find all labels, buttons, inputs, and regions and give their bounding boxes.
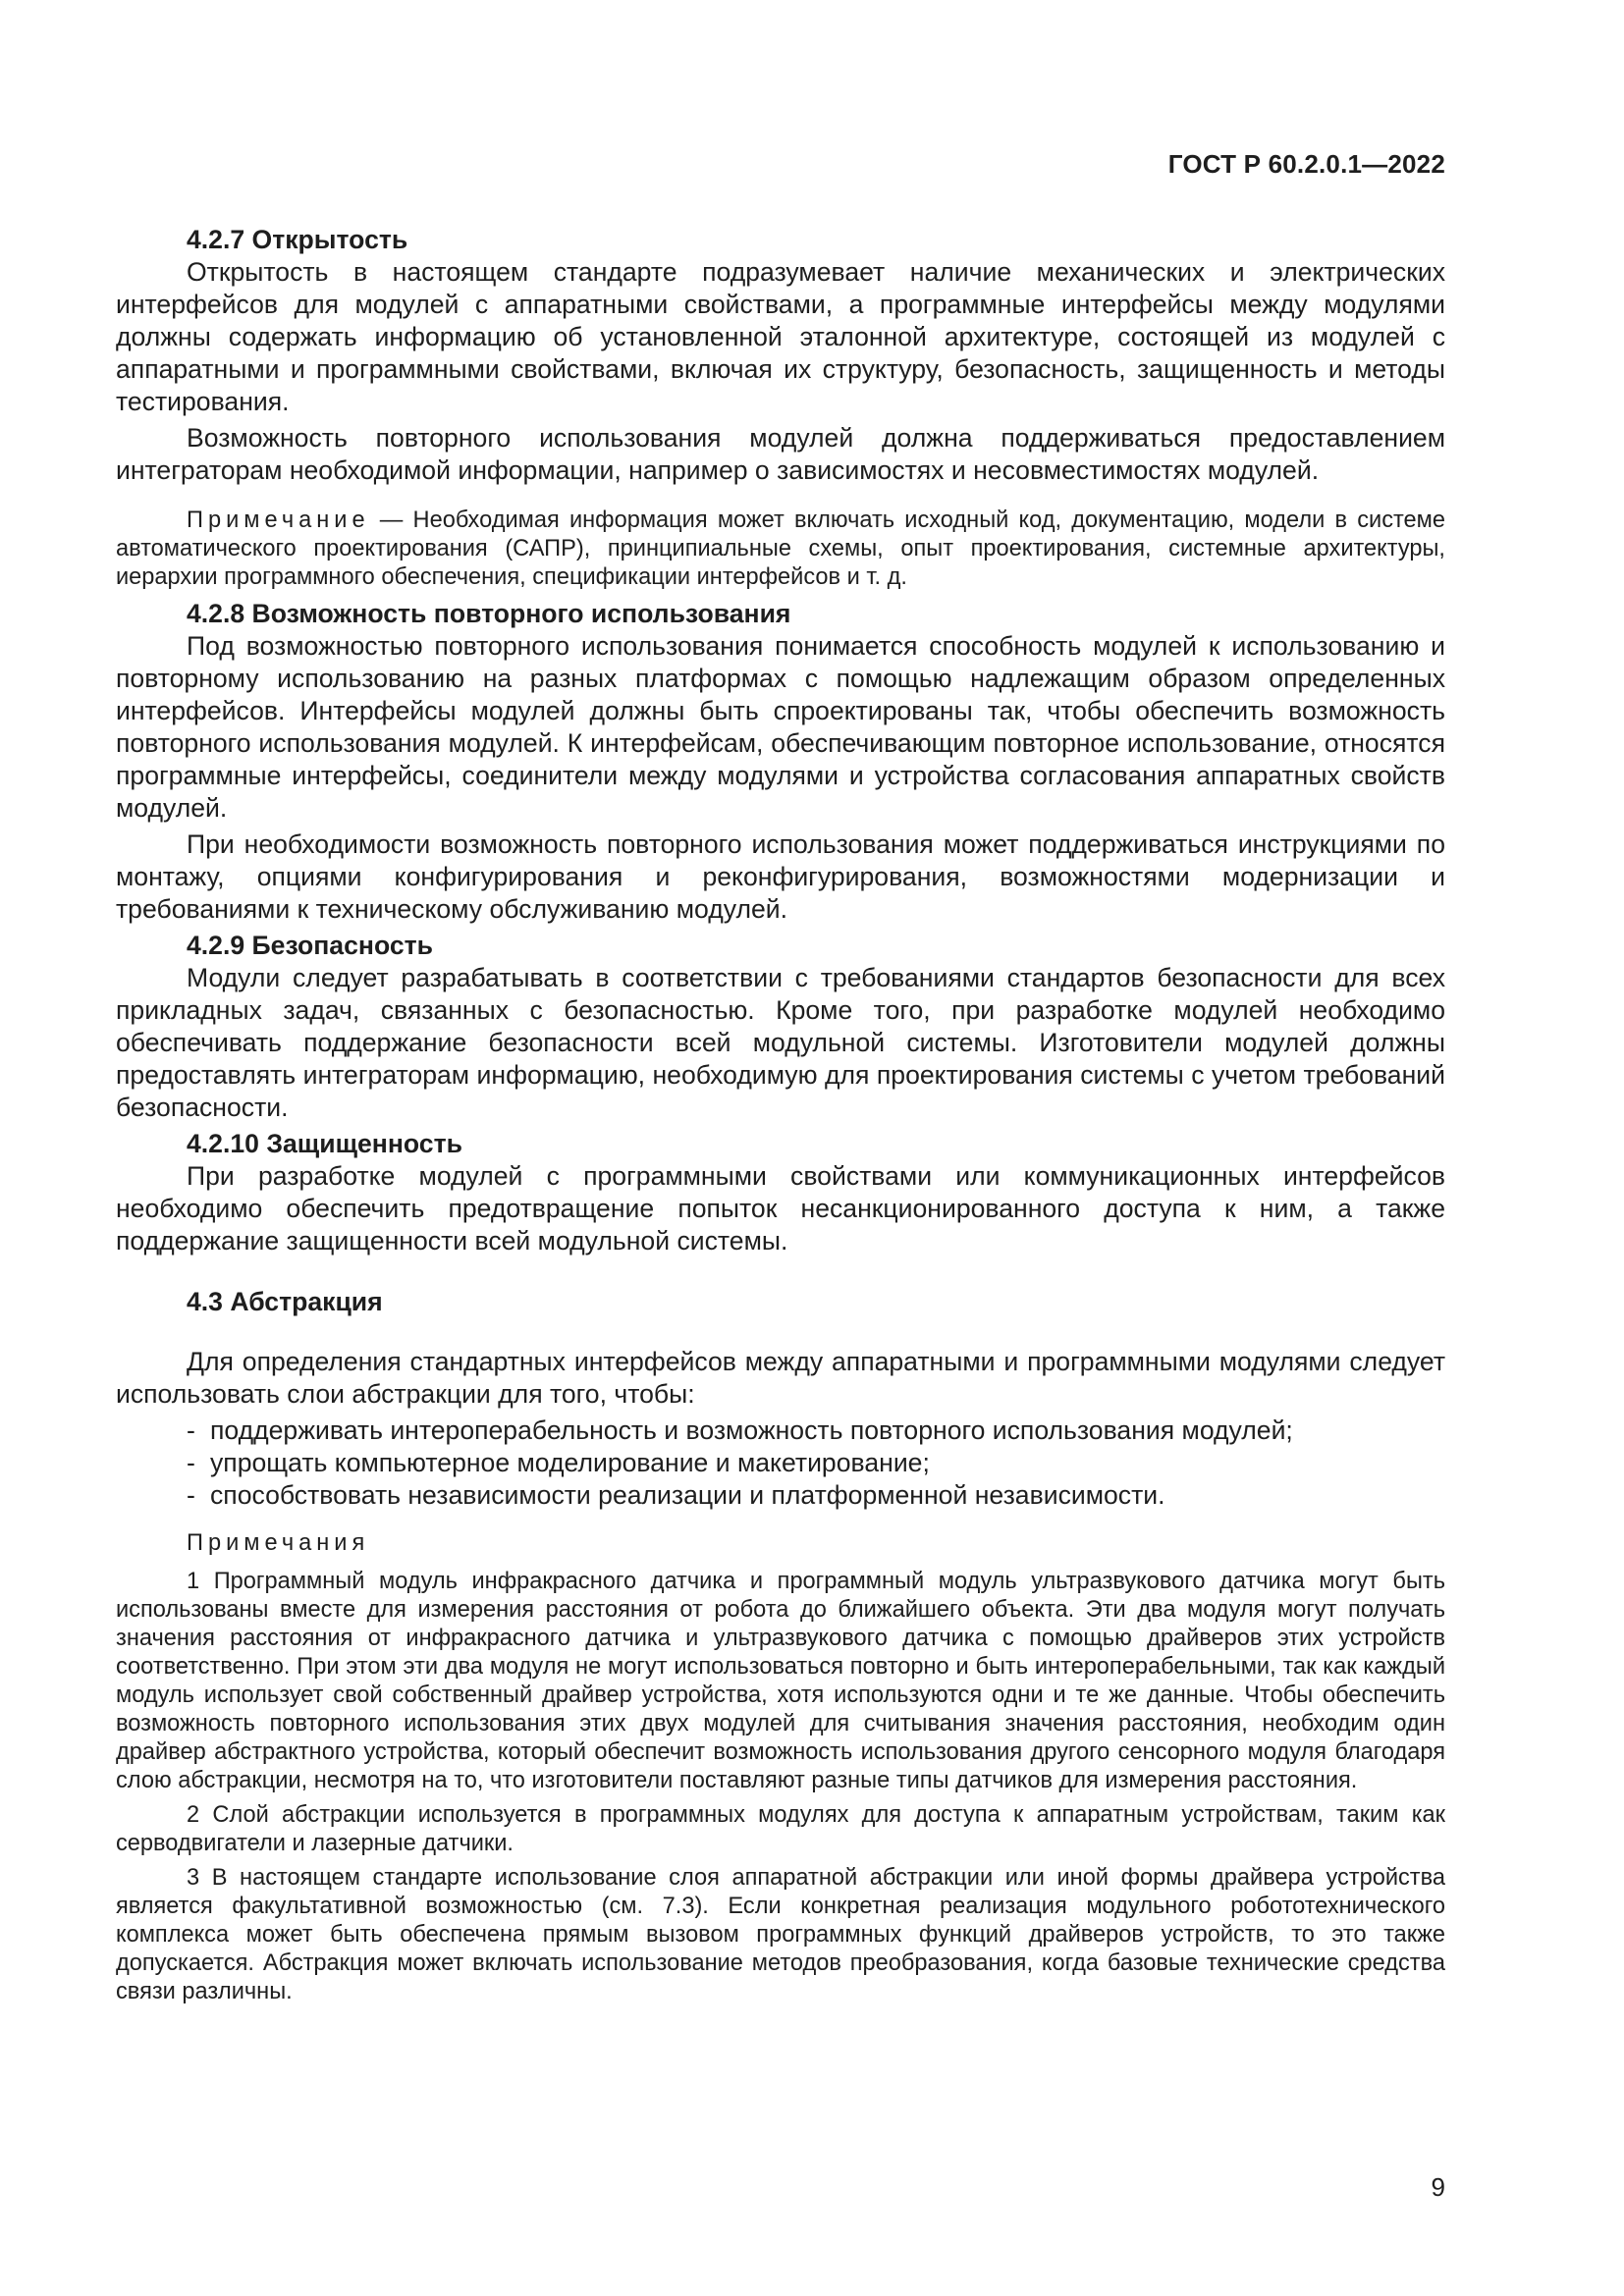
section-4-2-7 <box>116 224 1445 592</box>
section-4-3 <box>116 1286 1445 2006</box>
page-number: 9 <box>1431 2172 1445 2202</box>
section-4-2-9 <box>116 930 1445 1124</box>
section-heading: 4.2.7 Открытость <box>187 225 408 254</box>
paragraph: Возможность повторного использования модулей должна поддерживаться предоставлением интеграторам необходимой информации, например о зависимостях и несовместимостях модулей. <box>116 423 1445 485</box>
document-body <box>116 224 1445 2012</box>
notes-list <box>116 1568 1445 2006</box>
note-text: — Необходимая информация может включать исходный код, документацию, модели в системе автоматического проектирования (САПР), принципиальные схемы, опыт проектирования, системные архитектуры, иерархии программного обеспечения, спецификации интерфейсов и т. д. <box>116 507 1445 590</box>
bullet-marker: - <box>187 1415 195 1445</box>
paragraph: Модули следует разрабатывать в соответствии с требованиями стандартов безопасности для всех прикладных задач, связанных с безопасностью. Кроме того, при разработке модулей необходимо обеспечивать поддержание безопасности всей модульной системы. Изготовители модулей должны предоставлять интеграторам информацию, необходимую для проектирования системы с учетом требований безопасности. <box>116 963 1445 1122</box>
bullet-marker: - <box>187 1448 195 1477</box>
paragraph: Открытость в настоящем стандарте подразумевает наличие механических и электрических интерфейсов для модулей с аппаратными свойствами, а программные интерфейсы между модулями должны содержать информацию об установленной эталонной архитектуре, состоящей из модулей с аппаратными и программными свойствами, включая их структуру, безопасность, защищенность и методы тестирования. <box>116 257 1445 416</box>
section-4-2-10 <box>116 1128 1445 1257</box>
note-item: 1 Программный модуль инфракрасного датчика и программный модуль ультразвукового датчика могут быть использованы вместе для измерения расстояния от робота до ближайшего объекта. Эти два модуля могут получать значения расстояния от инфракрасного датчика и ультразвукового датчика с помощью драйверов этих устройств соответственно. При этом эти два модуля не могут использоваться повторно и быть интероперабельными, так как каждый модуль использует свой собственный драйвер устройства, хотя используются одни и те же данные. Чтобы обеспечить возможность повторного использования этих двух модулей для считывания значения расстояния, необходим один драйвер абстрактного устройства, который обеспечит возможность использования другого сенсорного модуля благодаря слою абстракции, несмотря на то, что изготовители поставляют разные типы датчиков для измерения расстояния. <box>116 1569 1445 1793</box>
note-item: 3 В настоящем стандарте использование слоя аппаратной абстракции или иной формы драйвера устройства является факультативной возможностью (см. 7.3). Если конкретная реализация модульного робототехнического комплекса может быть обеспечена прямым вызовом программных функций драйверов устройств, то это также допускается. Абстракция может включать использование методов преобразования, когда базовые технические средства связи различны. <box>116 1865 1445 2004</box>
section-heading: 4.2.10 Защищенность <box>187 1129 462 1158</box>
section-heading: 4.3 Абстракция <box>187 1287 383 1316</box>
notes-title: Примечания <box>187 1530 370 1556</box>
section-heading: 4.2.8 Возможность повторного использования <box>187 599 791 628</box>
section-heading: 4.2.9 Безопасность <box>187 931 434 960</box>
document-id: ГОСТ Р 60.2.0.1—2022 <box>1167 149 1445 179</box>
list-item: - поддерживать интероперабельность и возможность повторного использования модулей; <box>187 1415 1293 1445</box>
paragraph: Под возможностью повторного использования понимается способность модулей к использованию и повторному использованию на разных платформах с помощью надлежащим образом определенных интерфейсов. Интерфейсы модулей должны быть спроектированы так, чтобы обеспечить возможность повторного использования модулей. К интерфейсам, обеспечивающим повторное использование, относятся программные интерфейсы, соединители между модулями и устройства согласования аппаратных свойств модулей. <box>116 631 1445 823</box>
paragraph: При разработке модулей с программными свойствами или коммуникационных интерфейсов необходимо обеспечить предотвращение попыток несанкционированного доступа к ним, а также поддержание защищенности всей модульной системы. <box>116 1161 1445 1255</box>
paragraph: При необходимости возможность повторного использования может поддерживаться инструкциями по монтажу, опциями конфигурирования и реконфигурирования, возможностями модернизации и требованиями к техническому обслуживанию модулей. <box>116 829 1445 924</box>
list-item: - способствовать независимости реализации и платформенной независимости. <box>187 1480 1165 1510</box>
paragraph: Для определения стандартных интерфейсов между аппаратными и программными модулями следует использовать слои абстракции для того, чтобы: <box>116 1347 1445 1409</box>
section-4-2-8 <box>116 598 1445 926</box>
note-label: Примечание <box>187 507 370 533</box>
note-item: 2 Слой абстракции используется в программных модулях для доступа к аппаратным устройствам, таким как серводвигатели и лазерные датчики. <box>116 1802 1445 1856</box>
note <box>116 507 1445 592</box>
bullet-marker: - <box>187 1480 195 1510</box>
list-item: - упрощать компьютерное моделирование и макетирование; <box>187 1448 930 1477</box>
bullet-list <box>187 1415 1445 1512</box>
